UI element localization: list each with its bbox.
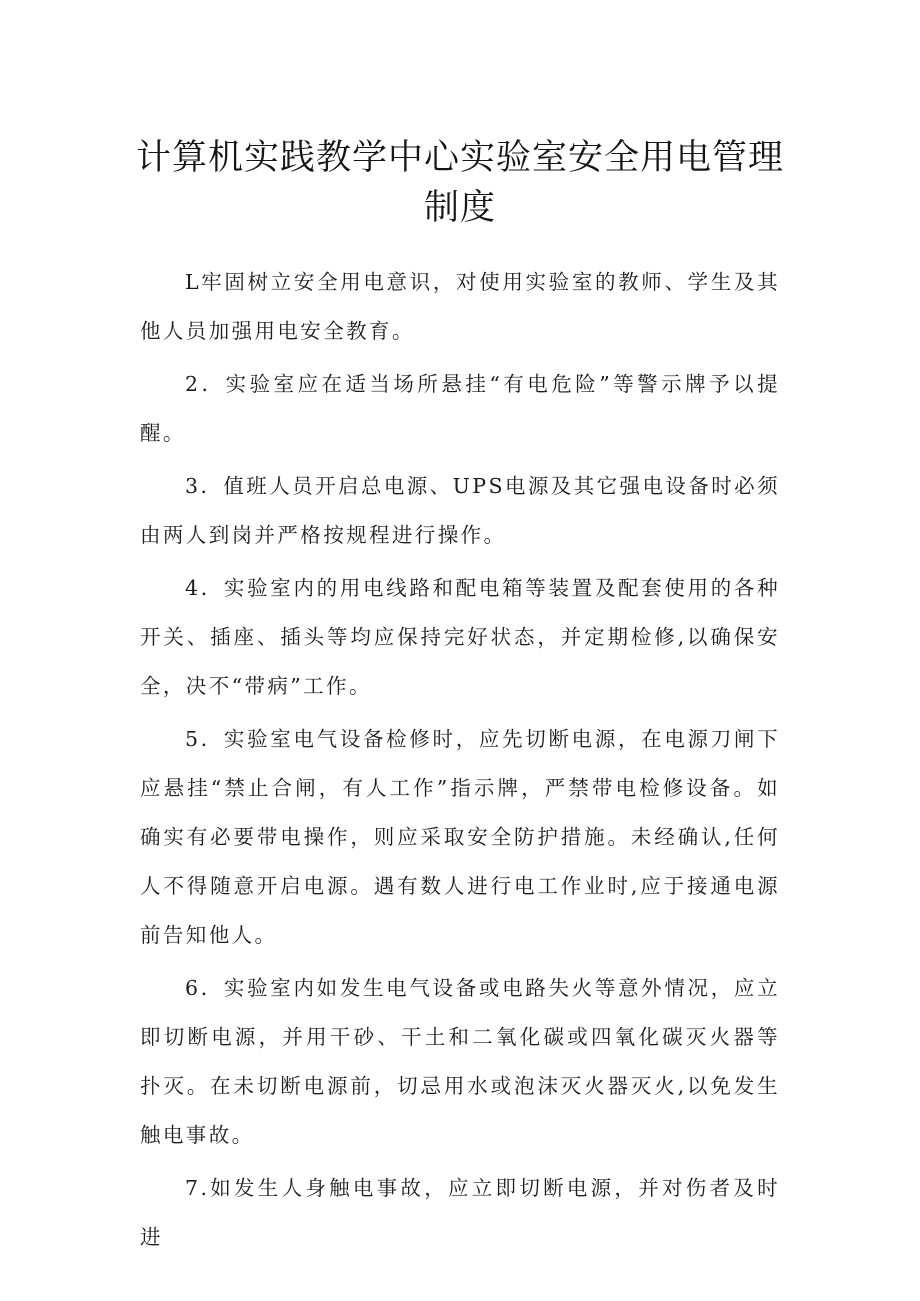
paragraph-4: 4．实验室内的用电线路和配电箱等装置及配套使用的各种开关、插座、插头等均应保持完好状态，并定期检修,以确保安全，决不“带病”工作。 — [140, 576, 780, 698]
paragraph-5: 5．实验室电气设备检修时，应先切断电源，在电源刀闸下应悬挂“禁止合闸，有人工作”指示牌，严禁带电检修设备。如确实有必要带电操作，则应采取安全防护措施。未经确认,任何人不得随意开启电源。遇有数人进行电工作业时,应于接通电源前告知他人。 — [140, 727, 780, 947]
page-title: 计算机实践教学中心实验室安全用电管理制度 — [135, 138, 784, 228]
paragraph-3: 3．值班人员开启总电源、UPS电源及其它强电设备时必须由两人到岗并严格按规程进行操作。 — [140, 474, 780, 547]
paragraph-1: L牢固树立安全用电意识，对使用实验室的教师、学生及其他人员加强用电安全教育。 — [140, 270, 780, 343]
paragraph-6: 6．实验室内如发生电气设备或电路失火等意外情况，应立即切断电源，并用干砂、干土和二氧化碳或四氧化碳灭火器等扑灭。在未切断电源前，切忌用水或泡沫灭火器灭火,以免发生触电事故。 — [140, 976, 780, 1147]
document-body — [140, 258, 780, 1266]
paragraph-2: 2．实验室应在适当场所悬挂“有电危险”等警示牌予以提醒。 — [140, 372, 780, 445]
paragraph-7: 7.如发生人身触电事故，应立即切断电源，并对伤者及时进 — [140, 1176, 780, 1249]
